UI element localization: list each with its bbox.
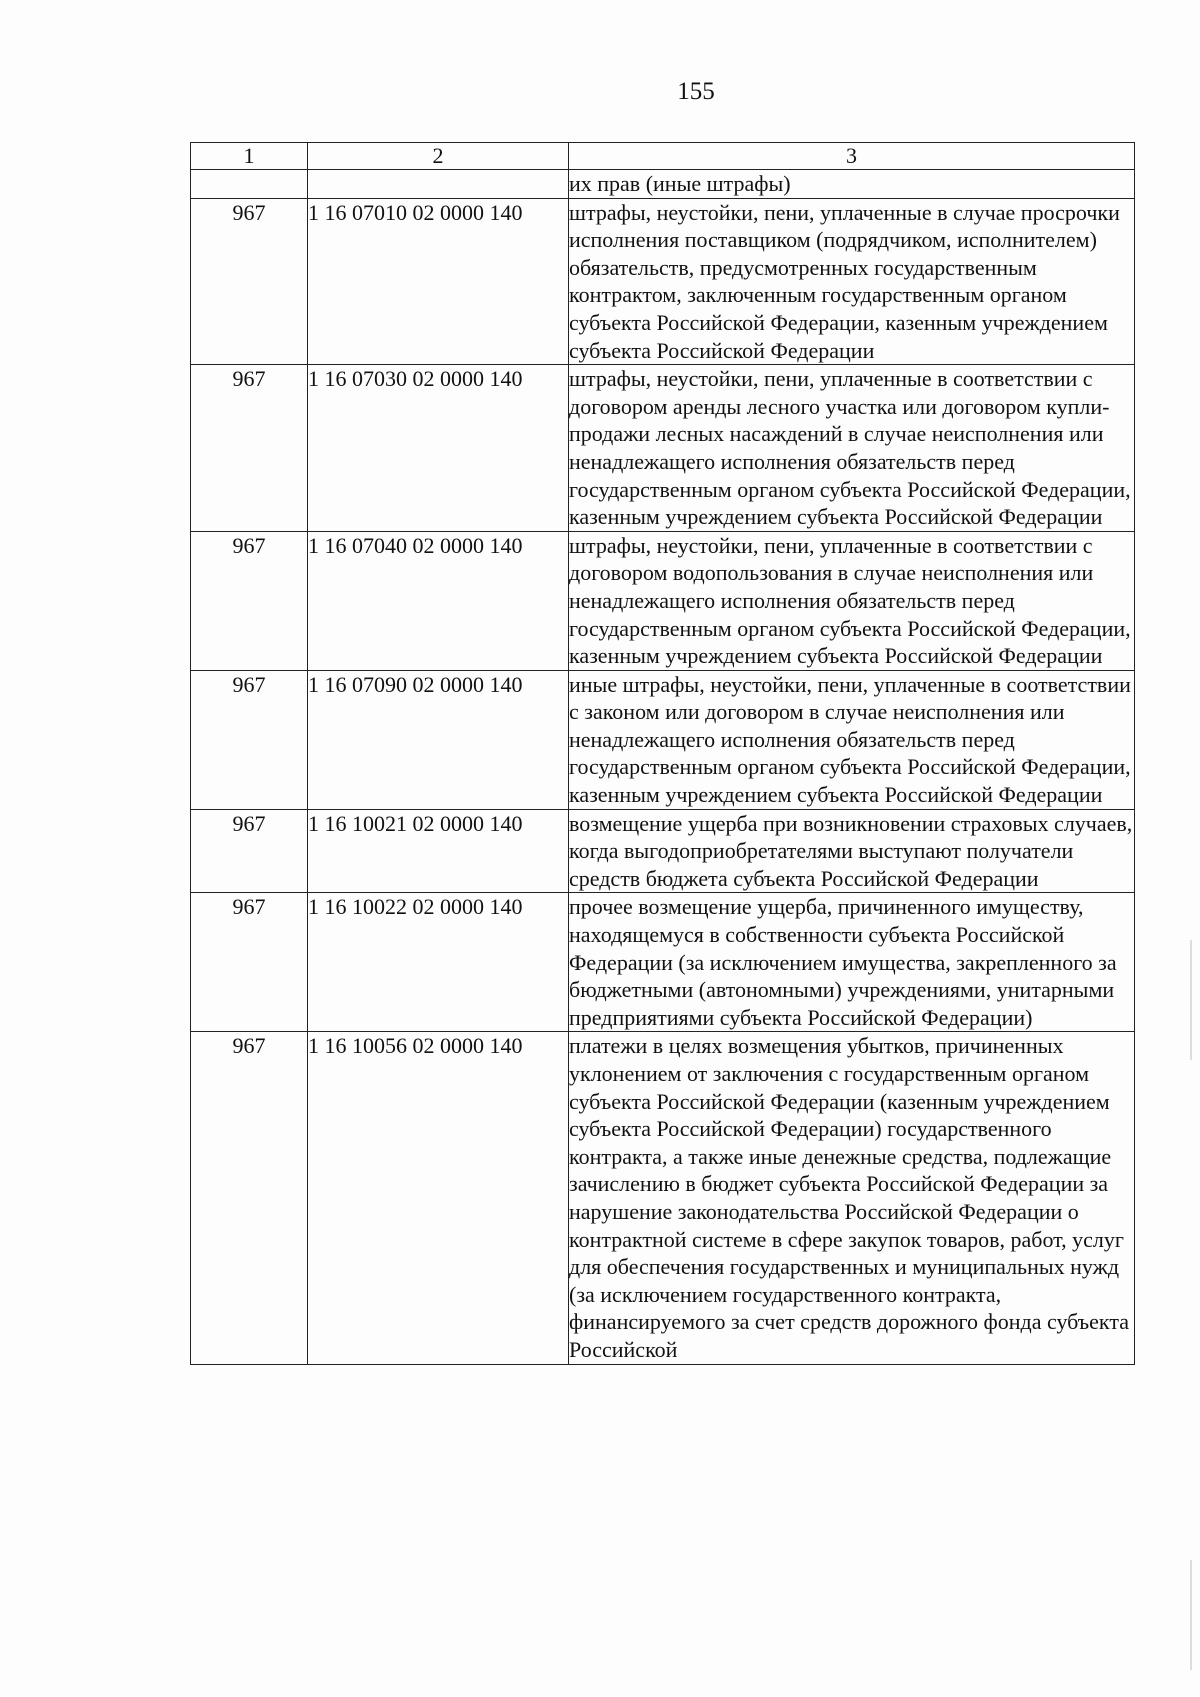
- table-row: [191, 170, 1135, 199]
- admin-code-cell: 967: [191, 670, 308, 809]
- admin-code-cell: 967: [191, 531, 308, 670]
- column-header-2: 2: [308, 143, 569, 170]
- description-cell: штрафы, неустойки, пени, уплаченные в соответствии с договором аренды лесного участка или договором купли-продажи лесных насаждений в случае неисполнения или ненадлежащего исполнения обязательств перед государственным органом субъекта Российской Федерации, казенным учреждением субъекта Российской Федерации: [569, 365, 1135, 532]
- page-number: 155: [677, 78, 715, 105]
- budget-code-cell: 1 16 10021 02 0000 140: [308, 809, 569, 893]
- budget-code-cell: 1 16 07030 02 0000 140: [308, 365, 569, 532]
- description-cell: платежи в целях возмещения убытков, причиненных уклонением от заключения с государственным органом субъекта Российской Федерации (казенным учреждением субъекта Российской Федерации) государственного контракта, а также иные денежные средства, подлежащие зачислению в бюджет субъекта Российской Федерации за нарушение законодательства Российской Федерации о контрактной системе в сфере закупок товаров, работ, услуг для обеспечения государственных и муниципальных нужд (за исключением государственного контракта, финансируемого за счет средств дорожного фонда субъекта Российской: [569, 1032, 1135, 1364]
- table-row: [191, 198, 1135, 365]
- description-cell: иные штрафы, неустойки, пени, уплаченные в соответствии с законом или договором в случае неисполнения или ненадлежащего исполнения обязательств перед государственным органом субъекта Российской Федерации, казенным учреждением субъекта Российской Федерации: [569, 670, 1135, 809]
- budget-code-cell: 1 16 07040 02 0000 140: [308, 531, 569, 670]
- description-cell: возмещение ущерба при возникновении страховых случаев, когда выгодоприобретателями выступают получатели средств бюджета субъекта Российской Федерации: [569, 809, 1135, 893]
- admin-code-cell: 967: [191, 198, 308, 365]
- budget-code-cell: 1 16 07090 02 0000 140: [308, 670, 569, 809]
- description-cell: их прав (иные штрафы): [569, 170, 1135, 199]
- description-cell: штрафы, неустойки, пени, уплаченные в случае просрочки исполнения поставщиком (подрядчиком, исполнителем) обязательств, предусмотренных государственным контрактом, заключенным государственным органом субъекта Российской Федерации, казенным учреждением субъекта Российской Федерации: [569, 198, 1135, 365]
- table-row: [191, 365, 1135, 532]
- budget-code-cell: [308, 170, 569, 199]
- budget-code-cell: 1 16 10022 02 0000 140: [308, 893, 569, 1032]
- budget-code-cell: 1 16 07010 02 0000 140: [308, 198, 569, 365]
- scan-margin-mark: [1190, 1560, 1192, 1670]
- description-cell: штрафы, неустойки, пени, уплаченные в соответствии с договором водопользования в случае неисполнения или ненадлежащего исполнения обязательств перед государственным органом субъекта Российской Федерации, казенным учреждением субъекта Российской Федерации: [569, 531, 1135, 670]
- column-header-3: 3: [569, 143, 1135, 170]
- admin-code-cell: 967: [191, 809, 308, 893]
- description-cell: прочее возмещение ущерба, причиненного имуществу, находящемуся в собственности субъекта Российской Федерации (за исключением имущества, закрепленного за бюджетными (автономными) учреждениями, унитарными предприятиями субъекта Российской Федерации): [569, 893, 1135, 1032]
- table-row: [191, 1032, 1135, 1364]
- admin-code-cell: 967: [191, 893, 308, 1032]
- column-header-1: 1: [191, 143, 308, 170]
- scan-margin-mark: [1190, 940, 1192, 1060]
- table-row: [191, 531, 1135, 670]
- budget-code-cell: 1 16 10056 02 0000 140: [308, 1032, 569, 1364]
- table-row: [191, 809, 1135, 893]
- budget-codes-table: [190, 142, 1135, 1365]
- admin-code-cell: 967: [191, 365, 308, 532]
- table-header-row: [191, 143, 1135, 170]
- admin-code-cell: 967: [191, 1032, 308, 1364]
- admin-code-cell: [191, 170, 308, 199]
- table-row: [191, 670, 1135, 809]
- table-row: [191, 893, 1135, 1032]
